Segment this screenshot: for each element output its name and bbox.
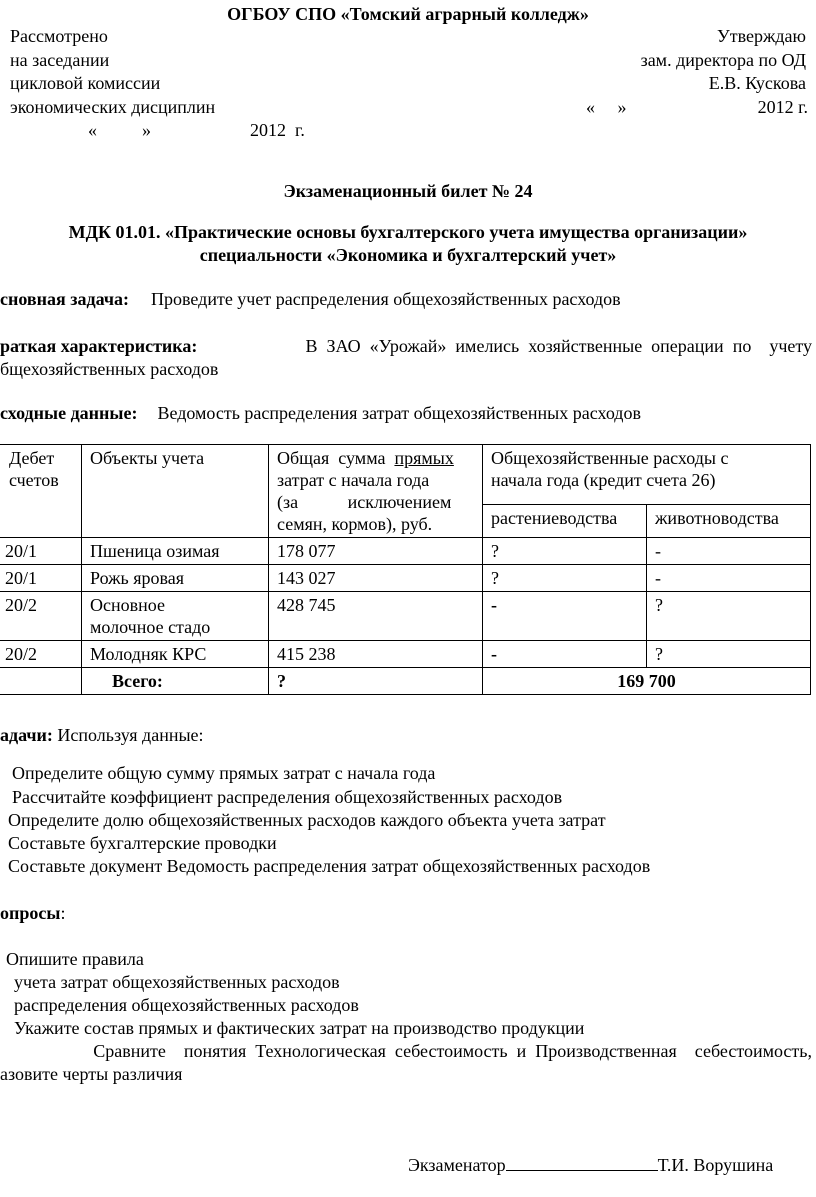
cell-crop: - xyxy=(483,592,647,641)
approval-left-line-2: на заседании xyxy=(10,50,110,70)
question-1-item-2 xyxy=(0,994,359,1016)
question-1-item-1 xyxy=(0,971,340,993)
mdk-line-1: МДК 01.01. «Практические основы бухгалтерского учета имущества организации» xyxy=(68,222,748,242)
header-debit xyxy=(0,445,82,538)
examiner-signature xyxy=(408,1152,773,1176)
cell-crop: ? xyxy=(483,565,647,592)
header-crop: растениеводства xyxy=(483,504,647,537)
header-objects: Объекты учета xyxy=(82,445,269,538)
cell-total-label: Всего: xyxy=(82,668,269,695)
assignment-text: Составьте документ Ведомость распределения затрат общехозяйственных расходов xyxy=(8,856,651,876)
cell-object xyxy=(82,592,269,641)
assignments-intro: Используя данные: xyxy=(57,725,204,745)
assignment-item-4 xyxy=(0,832,277,854)
cell-total: 143 027 xyxy=(269,565,483,592)
table-row xyxy=(0,592,811,641)
assignment-text: Рассчитайте коэффициент распределения общехозяйственных расходов xyxy=(12,787,563,807)
cell-crop: ? xyxy=(483,538,647,565)
question-2 xyxy=(0,1017,584,1039)
cell-object-line-2: молочное стадо xyxy=(90,617,211,637)
cell-livestock: - xyxy=(647,538,811,565)
cell-debit: 20/1 xyxy=(0,565,82,592)
ticket-title: Экзаменационный билет № 24 xyxy=(283,181,533,201)
questions-heading xyxy=(0,902,65,924)
main-task xyxy=(0,288,621,310)
cell-total: 178 077 xyxy=(269,538,483,565)
assignment-item-2 xyxy=(0,786,562,808)
brief-text-continued: бщехозяйственных расходов xyxy=(0,359,219,379)
table-row xyxy=(0,641,811,668)
overhead-distribution-table xyxy=(0,444,811,695)
header-overhead-line-2: начала года (кредит счета 26) xyxy=(491,470,716,490)
brief-description xyxy=(0,335,812,357)
question-1 xyxy=(0,948,144,970)
header-total-line-1 xyxy=(277,447,476,469)
assignments-label: адачи: xyxy=(0,725,53,745)
approval-left-date: « » 2012 г. xyxy=(88,120,305,140)
mdk-line-2: специальности «Экономика и бухгалтерский учет» xyxy=(199,245,617,265)
assignment-item-5 xyxy=(0,855,650,877)
header-total-underlined: прямых xyxy=(394,448,454,468)
header-debit-line-1: Дебет xyxy=(9,448,55,468)
approval-left-line-4: экономических дисциплин xyxy=(10,97,216,117)
assignments-heading xyxy=(0,724,204,746)
question-text: Опишите правила xyxy=(6,949,144,969)
cell-total-sum: ? xyxy=(269,668,483,695)
assignment-text: Составьте бухгалтерские проводки xyxy=(8,833,277,853)
examiner-name: Т.И. Ворушина xyxy=(657,1155,774,1175)
college-title: ОГБОУ СПО «Томский аграрный колледж» xyxy=(227,4,589,24)
question-text: Укажите состав прямых и фактических затрат на производство продукции xyxy=(14,1018,585,1038)
question-text: распределения общехозяйственных расходов xyxy=(14,995,359,1015)
header-total-line-4: семян, кормов), руб. xyxy=(277,514,433,534)
cell-livestock: - xyxy=(647,565,811,592)
question-3-continued: азовите черты различия xyxy=(0,1064,183,1084)
header-overhead-line-1: Общехозяйственные расходы с xyxy=(491,448,729,468)
cell-crop: - xyxy=(483,641,647,668)
table-total-row xyxy=(0,668,811,695)
approval-left-line-1: Рассмотрено xyxy=(10,26,108,46)
examiner-label: Экзаменатор xyxy=(408,1155,506,1175)
assignment-item-1 xyxy=(0,762,435,784)
approval-right-line-1: Утверждаю xyxy=(716,26,806,46)
cell-debit: 20/2 xyxy=(0,592,82,641)
main-task-text: Проведите учет распределения общехозяйственных расходов xyxy=(151,289,621,309)
questions-label: опросы xyxy=(0,903,61,923)
source-data xyxy=(0,402,641,424)
main-task-label: сновная задача: xyxy=(0,289,130,309)
approval-right-date-quotes: « » xyxy=(586,97,627,117)
table-header-row xyxy=(0,445,811,505)
header-overhead xyxy=(483,445,811,505)
questions-colon: : xyxy=(60,903,66,923)
cell-object-line-1: Основное xyxy=(90,595,165,615)
header-total-direct xyxy=(269,445,483,538)
cell-object: Рожь яровая xyxy=(82,565,269,592)
assignment-text: Определите долю общехозяйственных расходов каждого объекта учета затрат xyxy=(8,810,606,830)
cell-object: Пшеница озимая xyxy=(82,538,269,565)
table-row xyxy=(0,565,811,592)
question-3: Сравните понятия Технологическая себестоимость и Производственная себестоимость, xyxy=(93,1041,812,1061)
cell-debit: 20/2 xyxy=(0,641,82,668)
cell-object: Молодняк КРС xyxy=(82,641,269,668)
approval-right-date-year: 2012 г. xyxy=(757,97,808,117)
brief-text: В ЗАО «Урожай» имелись хозяйственные операции по учету xyxy=(305,336,812,356)
source-text: Ведомость распределения затрат общехозяйственных расходов xyxy=(157,403,641,423)
header-total-line-3: (за исключением xyxy=(277,492,452,512)
question-text: учета затрат общехозяйственных расходов xyxy=(14,972,340,992)
cell-empty xyxy=(0,668,82,695)
assignment-item-3 xyxy=(0,809,606,831)
cell-livestock: ? xyxy=(647,641,811,668)
brief-label: раткая характеристика: xyxy=(0,336,198,356)
assignment-text: Определите общую сумму прямых затрат с начала года xyxy=(12,763,436,783)
cell-livestock: ? xyxy=(647,592,811,641)
approval-right-line-3: Е.В. Кускова xyxy=(708,73,806,93)
approval-right-line-2: зам. директора по ОД xyxy=(640,50,806,70)
approval-left-line-3: цикловой комиссии xyxy=(10,73,161,93)
cell-total: 415 238 xyxy=(269,641,483,668)
signature-line xyxy=(506,1152,658,1171)
cell-debit: 20/1 xyxy=(0,538,82,565)
header-total-line-2: затрат с начала года xyxy=(277,470,430,490)
table-row xyxy=(0,538,811,565)
cell-total: 428 745 xyxy=(269,592,483,641)
header-livestock: животноводства xyxy=(647,504,811,537)
cell-total-overhead: 169 700 xyxy=(483,668,811,695)
header-total-part: Общая сумма xyxy=(277,448,395,468)
source-label: сходные данные: xyxy=(0,403,138,423)
header-debit-line-2: счетов xyxy=(9,470,59,490)
